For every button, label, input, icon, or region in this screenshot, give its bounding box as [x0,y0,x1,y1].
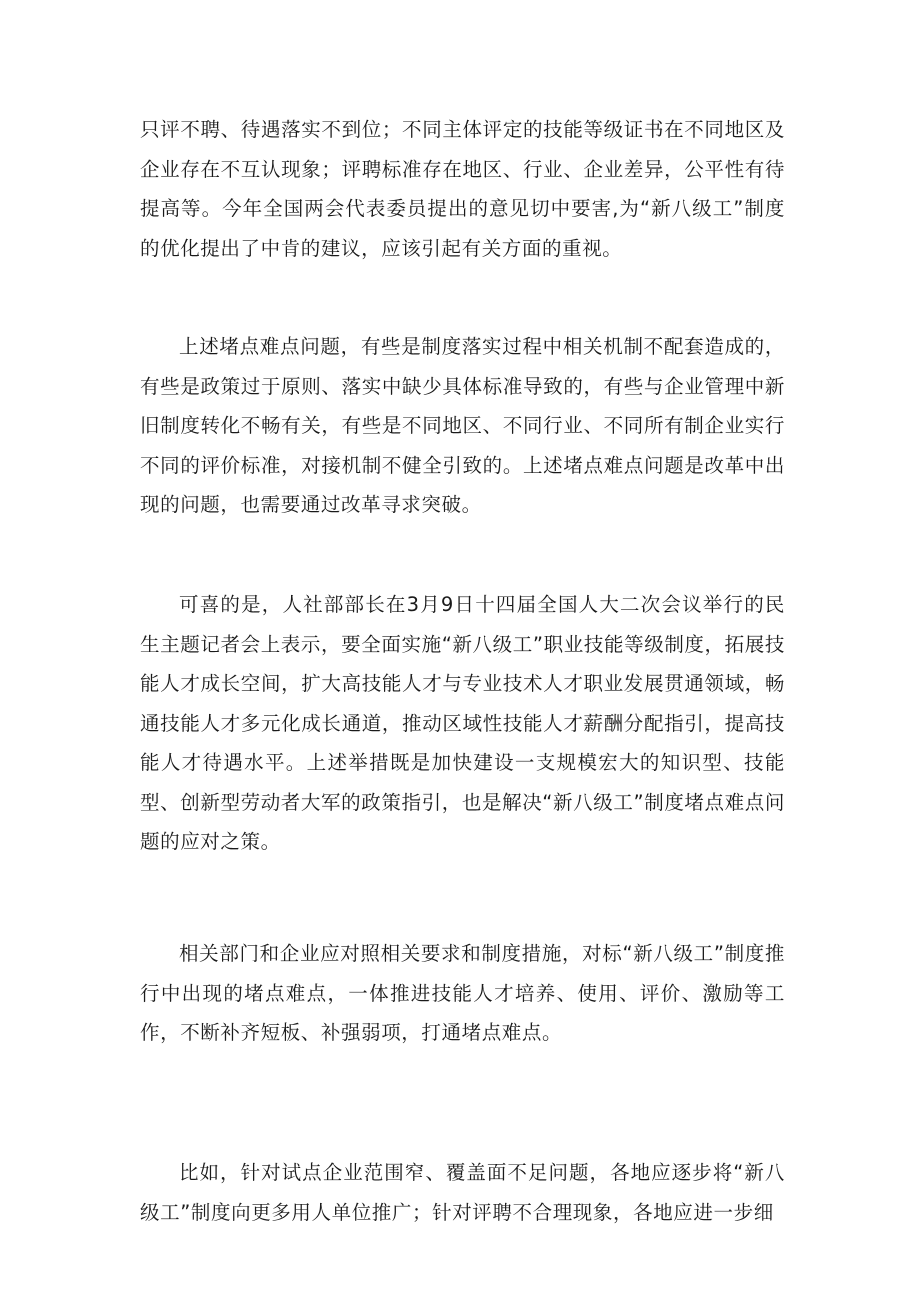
paragraph: 相关部门和企业应对照相关要求和制度措施，对标“新八级工”制度推行中出现的堵点难点，一体推进技能人才培养、使用、评价、激励等工作，不断补齐短板、补强弱项，打通堵点难点。 [140,942,785,1044]
paragraph: 比如，针对试点企业范围窄、覆盖面不足问题，各地应逐步将“新八级工”制度向更多用人单位推广；针对评聘不合理现象，各地应进一步细 [140,1161,785,1224]
paragraph-continued: 只评不聘、待遇落实不到位；不同主体评定的技能等级证书在不同地区及企业存在不互认现象；评聘标准存在地区、行业、企业差异，公平性有待提高等。今年全国两会代表委员提出的意见切中要害,为“新八级工”制度的优化提出了中肯的建议，应该引起有关方面的重视。 [140,118,785,260]
paragraph: 上述堵点难点问题，有些是制度落实过程中相关机制不配套造成的，有些是政策过于原则、落实中缺少具体标准导致的，有些与企业管理中新旧制度转化不畅有关，有些是不同地区、不同行业、不同所有制企业实行不同的评价标准，对接机制不健全引致的。上述堵点难点问题是改革中出现的问题，也需要通过改革寻求突破。 [140,335,785,516]
paragraph: 可喜的是，人社部部长在3月9日十四届全国人大二次会议举行的民生主题记者会上表示，要全面实施“新八级工”职业技能等级制度，拓展技能人才成长空间，扩大高技能人才与专业技术人才职业发展贯通领域，畅通技能人才多元化成长通道，推动区域性技能人才薪酬分配指引，提高技能人才待遇水平。上述举措既是加快建设一支规模宏大的知识型、技能型、创新型劳动者大军的政策指引，也是解决“新八级工”制度堵点难点问题的应对之策。 [140,593,785,853]
